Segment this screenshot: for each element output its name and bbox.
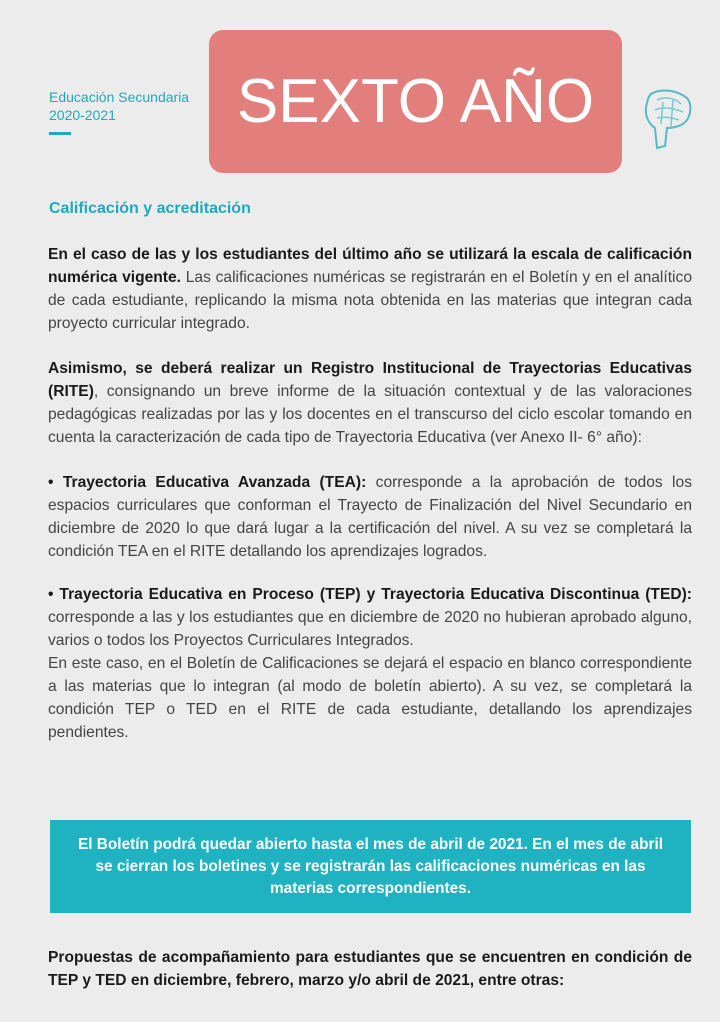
- paragraph-scale: [48, 243, 692, 335]
- bullet-tep-ted-continued: En este caso, en el Boletín de Calificaciones se dejará el espacio en blanco correspondiente a las materias que lo integran (al modo de boletín abierto). A su vez, se completará la condición TEP o TED en el RITE de cada estudiante, detallando los aprendizajes pendientes.: [48, 655, 692, 741]
- paragraph-rite: [48, 357, 692, 449]
- bullet-tea-bold: • Trayectoria Educativa Avanzada (TEA):: [48, 474, 367, 491]
- document-header: [49, 88, 189, 135]
- closing-paragraph: Propuestas de acompañamiento para estudiantes que se encuentren en condición de TEP y TED en diciembre, febrero, marzo y/o abril de 2021, entre otras:: [48, 949, 692, 989]
- header-line-years: 2020-2021: [49, 107, 116, 123]
- grade-banner: [209, 30, 622, 173]
- paragraph-rite-bold: Asimismo, se deberá realizar un Registro Institucional de Trayectorias Educativas (RITE): [48, 360, 692, 400]
- paragraph-rite-text: , consignando un breve informe de la situación contextual y de las valoraciones pedagógicas realizadas por las y los docentes en el transcurso del ciclo escolar tomando en cuenta la caracterización de cada tipo de Trayectoria Educativa (ver Anexo II- 6° año):: [48, 383, 692, 446]
- bullet-tea: [48, 471, 692, 563]
- header-divider: [49, 132, 71, 135]
- bullet-tea-text: corresponde a la aprobación de todos los espacios curriculares que conforman el Trayecto de Finalización del Nivel Secundario en diciembre de 2020 lo que dará lugar a la certificación del nivel. A su vez se completará la condición TEA en el RITE detallando los aprendizajes logrados.: [48, 474, 692, 560]
- callout-box: [50, 820, 691, 913]
- bullet-tep-ted-bold: • Trayectoria Educativa en Proceso (TEP) y Trayectoria Educativa Discontinua (TED):: [48, 586, 692, 603]
- province-map-logo-icon: [643, 88, 693, 150]
- callout-text: El Boletín podrá quedar abierto hasta el mes de abril de 2021. En el mes de abril se cierran los boletines y se registrarán las calificaciones numéricas en las materias correspondientes.: [77, 835, 664, 897]
- paragraph-scale-text: Las calificaciones numéricas se registrarán en el Boletín y en el analítico de cada estudiante, replicando la misma nota obtenida en las materias que integran cada proyecto curricular integrado.: [48, 269, 692, 332]
- section-title: Calificación y acreditación: [49, 200, 251, 217]
- bullet-tep-ted: [48, 583, 692, 652]
- document-body: [48, 243, 692, 744]
- paragraph-scale-bold: En el caso de las y los estudiantes del último año se utilizará la escala de calificación numérica vigente.: [48, 246, 692, 286]
- banner-label: SEXTO AÑO: [236, 67, 595, 136]
- header-line-education: Educación Secundaria: [49, 89, 190, 105]
- bullet-tep-ted-text: corresponde a las y los estudiantes que en diciembre de 2020 no hubieran aprobado alguno, varios o todos los Proyectos Curriculares Integrados.: [48, 609, 692, 649]
